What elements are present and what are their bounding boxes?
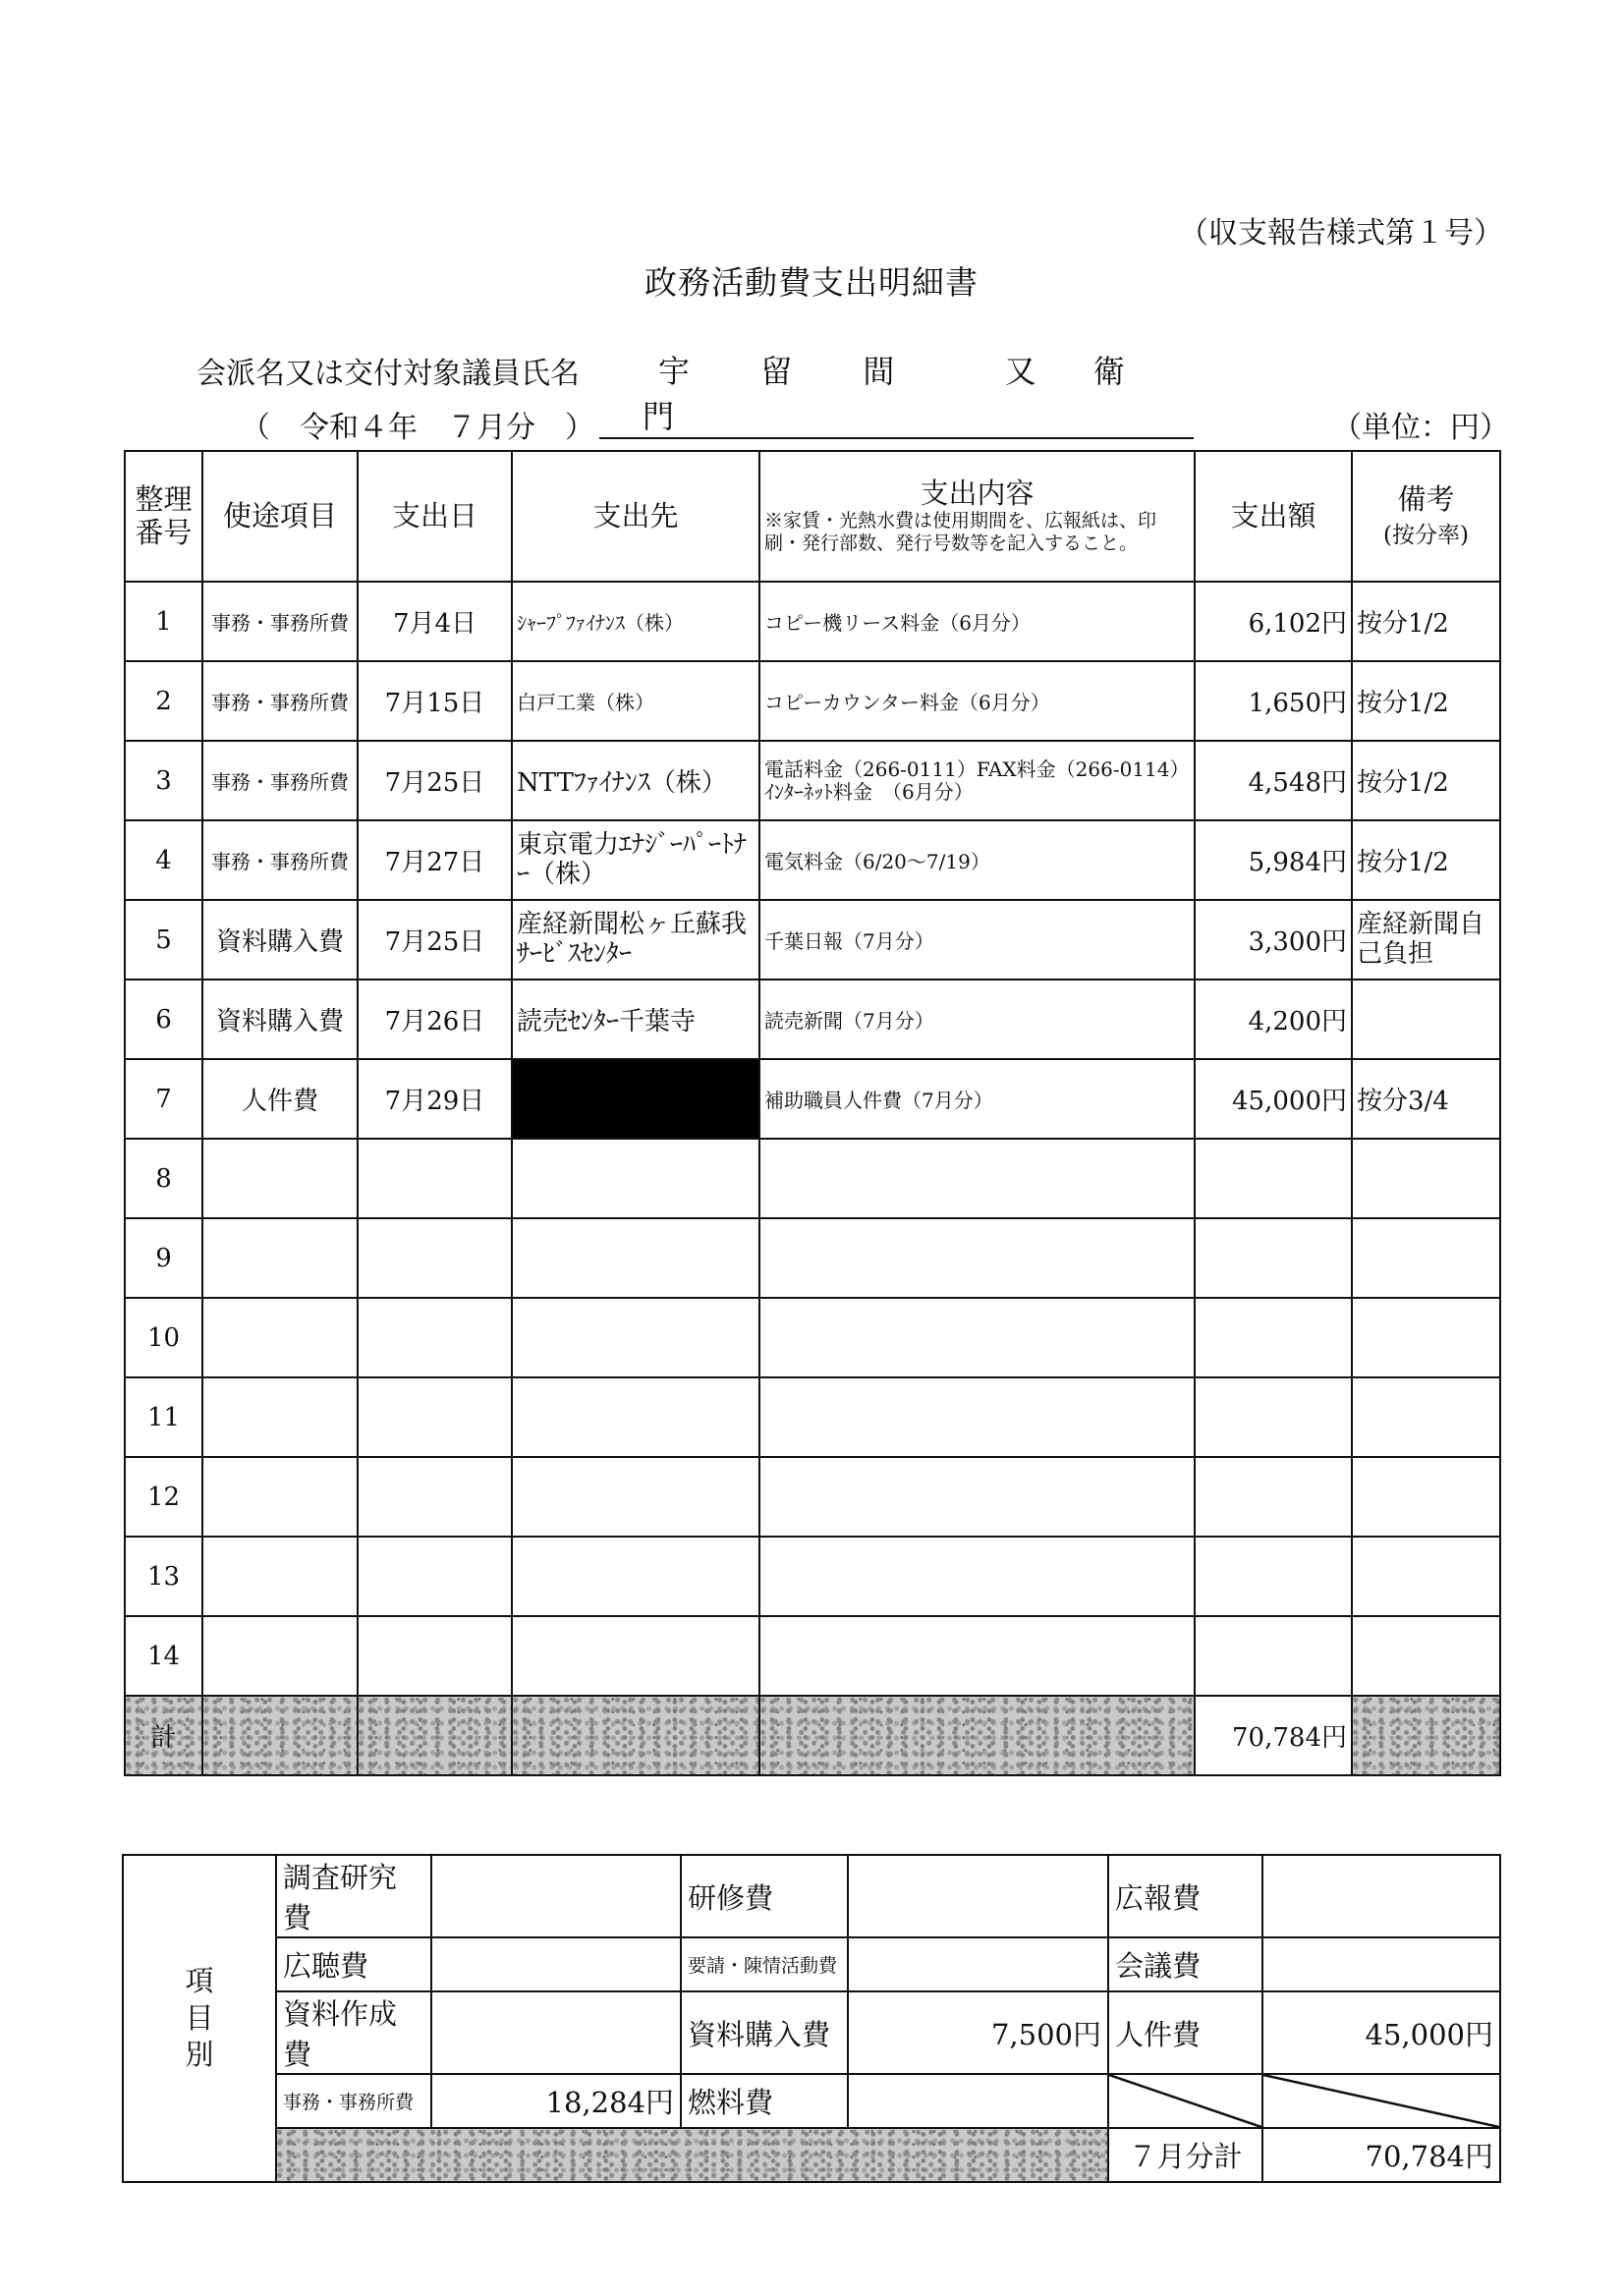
category-label: 資料作成費 bbox=[276, 1991, 431, 2074]
cell-purpose: 事務・事務所費 bbox=[202, 820, 358, 900]
cell-content: コピー機リース料金（6月分） bbox=[759, 582, 1195, 661]
cell-date bbox=[358, 1377, 512, 1457]
cell-remarks bbox=[1352, 1218, 1500, 1298]
category-value: 45,000円 bbox=[1262, 1991, 1500, 2074]
cell-date bbox=[358, 1139, 512, 1218]
cell-date: 7月4日 bbox=[358, 582, 512, 661]
month-total-label: ７月分計 bbox=[1108, 2128, 1262, 2182]
cell-remarks bbox=[1352, 1139, 1500, 1218]
category-label: 広報費 bbox=[1108, 1855, 1262, 1937]
cell-content bbox=[759, 1298, 1195, 1377]
cell-purpose bbox=[202, 1377, 358, 1457]
cell-amount bbox=[1195, 1616, 1352, 1696]
cell-content: コピーカウンター料金（6月分） bbox=[759, 661, 1195, 741]
summary-row bbox=[123, 1937, 1500, 1991]
cell-remarks bbox=[1352, 1616, 1500, 1696]
summary-total-row bbox=[123, 2128, 1500, 2182]
month-total-value: 70,784円 bbox=[1262, 2128, 1500, 2182]
cell-purpose: 資料購入費 bbox=[202, 900, 358, 980]
header-date: 支出日 bbox=[358, 451, 512, 582]
category-label: 研修費 bbox=[681, 1855, 848, 1937]
category-value bbox=[1262, 1855, 1500, 1937]
table-row bbox=[125, 1139, 1500, 1218]
cell-date bbox=[358, 1298, 512, 1377]
cell-purpose: 事務・事務所費 bbox=[202, 661, 358, 741]
cell-amount bbox=[1195, 1457, 1352, 1537]
table-row bbox=[125, 1298, 1500, 1377]
cell-number: 7 bbox=[125, 1059, 202, 1139]
name-char: 留 bbox=[760, 353, 795, 390]
cell-purpose bbox=[202, 1298, 358, 1377]
header-content bbox=[759, 451, 1195, 582]
shaded-cell bbox=[276, 2128, 1108, 2182]
cell-payee bbox=[512, 1377, 759, 1457]
cell-amount: 45,000円 bbox=[1195, 1059, 1352, 1139]
category-label: 調査研究費 bbox=[276, 1855, 431, 1937]
cell-purpose bbox=[202, 1218, 358, 1298]
summary-row bbox=[123, 1991, 1500, 2074]
document-title: 政務活動費支出明細書 bbox=[644, 263, 979, 302]
header-remarks-sub: (按分率) bbox=[1383, 522, 1469, 548]
category-label: 事務・事務所費 bbox=[276, 2074, 431, 2128]
cell-date: 7月15日 bbox=[358, 661, 512, 741]
cell-remarks bbox=[1352, 1457, 1500, 1537]
cell-number: 11 bbox=[125, 1377, 202, 1457]
cell-number: 12 bbox=[125, 1457, 202, 1537]
category-value bbox=[431, 1937, 681, 1991]
summary-row bbox=[123, 1855, 1500, 1937]
cell-date bbox=[358, 1218, 512, 1298]
cell-remarks: 按分1/2 bbox=[1352, 741, 1500, 820]
unit-label: （単位：円） bbox=[1332, 411, 1509, 445]
cell-remarks bbox=[1352, 980, 1500, 1059]
header-content-note: ※家賃・光熱水費は使用期間を、広報紙は、印刷・発行部数、発行号数等を記入すること。 bbox=[764, 510, 1157, 555]
name-char: 間 bbox=[863, 353, 897, 390]
cell-content: 読売新聞（7月分） bbox=[759, 980, 1195, 1059]
category-label: 会議費 bbox=[1108, 1937, 1262, 1991]
category-value: 18,284円 bbox=[431, 2074, 681, 2128]
cell-remarks bbox=[1352, 1298, 1500, 1377]
name-char: 衛 bbox=[1092, 353, 1127, 390]
cell-payee bbox=[512, 1457, 759, 1537]
cell-amount bbox=[1195, 1537, 1352, 1616]
cell-number: 3 bbox=[125, 741, 202, 820]
cell-purpose: 事務・事務所費 bbox=[202, 741, 358, 820]
header-content-title: 支出内容 bbox=[920, 476, 1035, 511]
header-remarks bbox=[1352, 451, 1500, 582]
table-row bbox=[125, 820, 1500, 900]
table-row bbox=[125, 661, 1500, 741]
cell-remarks: 按分1/2 bbox=[1352, 820, 1500, 900]
category-value bbox=[1262, 1937, 1500, 1991]
cell-purpose: 資料購入費 bbox=[202, 980, 358, 1059]
cell-purpose bbox=[202, 1457, 358, 1537]
cell-number: 13 bbox=[125, 1537, 202, 1616]
cell-date: 7月25日 bbox=[358, 900, 512, 980]
cell-date: 7月27日 bbox=[358, 820, 512, 900]
cell-date bbox=[358, 1537, 512, 1616]
cell-content: 電気料金（6/20～7/19） bbox=[759, 820, 1195, 900]
shaded-cell bbox=[759, 1696, 1195, 1775]
category-label: 人件費 bbox=[1108, 1991, 1262, 2074]
cell-content: 電話料金（266-0111）FAX料金（266-0114）ｲﾝﾀｰﾈｯﾄ料金 （6月分） bbox=[759, 741, 1195, 820]
cell-number: 9 bbox=[125, 1218, 202, 1298]
summary-row bbox=[123, 2074, 1500, 2128]
cell-amount bbox=[1195, 1298, 1352, 1377]
header-number bbox=[125, 451, 202, 582]
side-label-char: 目 bbox=[185, 2000, 214, 2035]
cell-content bbox=[759, 1218, 1195, 1298]
form-number: （収支報告様式第１号） bbox=[1179, 216, 1503, 251]
cell-amount: 3,300円 bbox=[1195, 900, 1352, 980]
cell-remarks bbox=[1352, 1377, 1500, 1457]
cell-date: 7月29日 bbox=[358, 1059, 512, 1139]
cell-number: 10 bbox=[125, 1298, 202, 1377]
cell-content bbox=[759, 1616, 1195, 1696]
cell-number: 6 bbox=[125, 980, 202, 1059]
member-name bbox=[599, 347, 1194, 439]
table-row bbox=[125, 980, 1500, 1059]
cell-purpose bbox=[202, 1139, 358, 1218]
table-row bbox=[125, 1059, 1500, 1139]
cell-date: 7月25日 bbox=[358, 741, 512, 820]
cell-payee bbox=[512, 1139, 759, 1218]
cell-number: 8 bbox=[125, 1139, 202, 1218]
category-label: 広聴費 bbox=[276, 1937, 431, 1991]
shaded-cell bbox=[358, 1696, 512, 1775]
cell-amount: 1,650円 bbox=[1195, 661, 1352, 741]
header-number-line: 番号 bbox=[135, 515, 193, 549]
diagonal-blank-cell bbox=[1108, 2074, 1262, 2128]
cell-date bbox=[358, 1457, 512, 1537]
cell-remarks: 按分3/4 bbox=[1352, 1059, 1500, 1139]
total-amount: 70,784円 bbox=[1195, 1696, 1352, 1775]
cell-amount bbox=[1195, 1139, 1352, 1218]
cell-amount: 4,548円 bbox=[1195, 741, 1352, 820]
table-header-row bbox=[125, 451, 1500, 582]
header-payee: 支出先 bbox=[512, 451, 759, 582]
category-label: 燃料費 bbox=[681, 2074, 848, 2128]
expense-table bbox=[124, 450, 1501, 1776]
header-amount: 支出額 bbox=[1195, 451, 1352, 582]
table-row bbox=[125, 1457, 1500, 1537]
cell-payee: 読売ｾﾝﾀｰ千葉寺 bbox=[512, 980, 759, 1059]
shaded-cell bbox=[202, 1696, 358, 1775]
category-value bbox=[848, 2074, 1108, 2128]
table-row bbox=[125, 900, 1500, 980]
cell-payee: 東京電力ｴﾅｼﾞｰﾊﾟｰﾄﾅｰ（株） bbox=[512, 820, 759, 900]
cell-content bbox=[759, 1139, 1195, 1218]
cell-content: 千葉日報（7月分） bbox=[759, 900, 1195, 980]
cell-purpose: 人件費 bbox=[202, 1059, 358, 1139]
category-value bbox=[848, 1855, 1108, 1937]
cell-purpose bbox=[202, 1537, 358, 1616]
cell-remarks: 産経新聞自己負担 bbox=[1352, 900, 1500, 980]
cell-number: 14 bbox=[125, 1616, 202, 1696]
name-char: 又 bbox=[1004, 353, 1038, 390]
cell-payee bbox=[512, 1298, 759, 1377]
side-label-char: 項 bbox=[185, 1963, 214, 1997]
summary-side-label bbox=[123, 1855, 276, 2182]
cell-content: 補助職員人件費（7月分） bbox=[759, 1059, 1195, 1139]
cell-number: 1 bbox=[125, 582, 202, 661]
table-row bbox=[125, 1537, 1500, 1616]
cell-purpose: 事務・事務所費 bbox=[202, 582, 358, 661]
cell-date: 7月26日 bbox=[358, 980, 512, 1059]
cell-number: 5 bbox=[125, 900, 202, 980]
total-label: 計 bbox=[125, 1696, 202, 1775]
cell-amount bbox=[1195, 1218, 1352, 1298]
cell-payee: 白戸工業（株） bbox=[512, 661, 759, 741]
cell-payee bbox=[512, 1218, 759, 1298]
cell-content bbox=[759, 1377, 1195, 1457]
cell-payee: 産経新聞松ヶ丘蘇我ｻｰﾋﾞｽｾﾝﾀｰ bbox=[512, 900, 759, 980]
diagonal-blank-cell bbox=[1262, 2074, 1500, 2128]
table-row bbox=[125, 1616, 1500, 1696]
table-row bbox=[125, 741, 1500, 820]
name-char: 門 bbox=[643, 398, 677, 435]
cell-amount: 5,984円 bbox=[1195, 820, 1352, 900]
cell-amount: 4,200円 bbox=[1195, 980, 1352, 1059]
redacted-payee bbox=[512, 1059, 759, 1139]
category-summary-table bbox=[122, 1854, 1501, 2183]
header-purpose: 使途項目 bbox=[202, 451, 358, 582]
cell-payee: NTTﾌｧｲﾅﾝｽ（株） bbox=[512, 741, 759, 820]
cell-amount bbox=[1195, 1377, 1352, 1457]
cell-amount: 6,102円 bbox=[1195, 582, 1352, 661]
header-remarks-line: 備考 bbox=[1397, 482, 1455, 517]
name-char: 宇 bbox=[658, 353, 693, 390]
table-row bbox=[125, 582, 1500, 661]
table-row bbox=[125, 1377, 1500, 1457]
category-value bbox=[848, 1937, 1108, 1991]
shaded-cell bbox=[512, 1696, 759, 1775]
cell-remarks: 按分1/2 bbox=[1352, 582, 1500, 661]
reporting-period: （ 令和４年 ７月分 ） bbox=[241, 411, 594, 445]
cell-payee bbox=[512, 1616, 759, 1696]
category-value bbox=[431, 1991, 681, 2074]
category-value bbox=[431, 1855, 681, 1937]
name-label: 会派名又は交付対象議員氏名 bbox=[196, 357, 580, 391]
side-label-char: 別 bbox=[185, 2038, 214, 2072]
header-number-line: 整理 bbox=[135, 482, 193, 517]
shaded-cell bbox=[1352, 1696, 1500, 1775]
cell-payee: ｼｬｰﾌﾟﾌｧｲﾅﾝｽ（株） bbox=[512, 582, 759, 661]
cell-number: 4 bbox=[125, 820, 202, 900]
cell-purpose bbox=[202, 1616, 358, 1696]
cell-payee bbox=[512, 1537, 759, 1616]
cell-remarks: 按分1/2 bbox=[1352, 661, 1500, 741]
cell-number: 2 bbox=[125, 661, 202, 741]
total-row bbox=[125, 1696, 1500, 1775]
cell-date bbox=[358, 1616, 512, 1696]
cell-content bbox=[759, 1457, 1195, 1537]
category-label: 資料購入費 bbox=[681, 1991, 848, 2074]
table-row bbox=[125, 1218, 1500, 1298]
cell-remarks bbox=[1352, 1537, 1500, 1616]
category-value: 7,500円 bbox=[848, 1991, 1108, 2074]
category-label: 要請・陳情活動費 bbox=[681, 1937, 848, 1991]
cell-content bbox=[759, 1537, 1195, 1616]
